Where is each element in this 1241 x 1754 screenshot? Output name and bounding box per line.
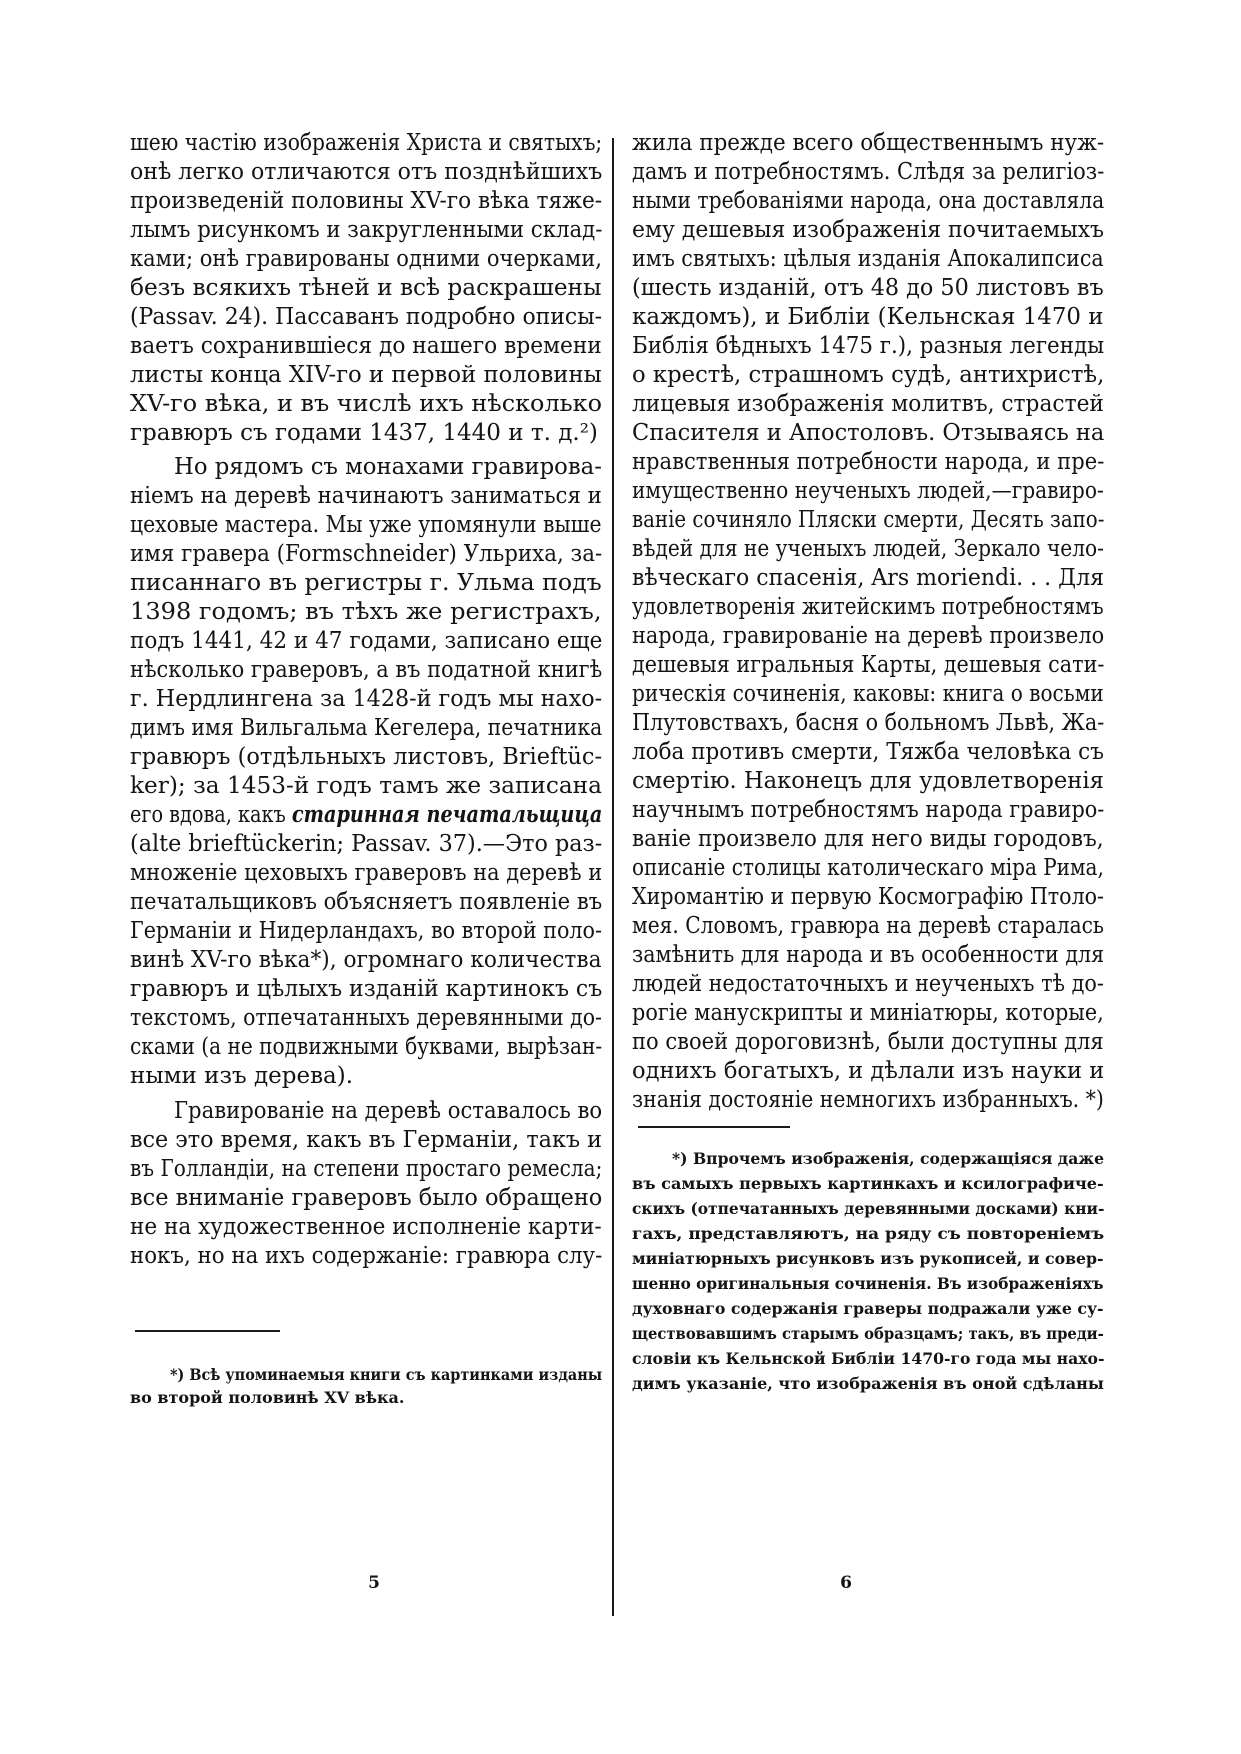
footnote-line bbox=[672, 1148, 1104, 1170]
text-line-content: людей недостаточныхъ и неученыхъ тѣ до- bbox=[632, 971, 1104, 997]
text-line-content: рогіе манускрипты и миніатюры, которые, bbox=[632, 1000, 1104, 1026]
text-line-content: ваніе произвело для него виды городовъ, bbox=[632, 826, 1104, 852]
text-line-content: гравюръ (отдѣльныхъ листовъ, Brieftüc- bbox=[130, 744, 603, 770]
text-line-content: замѣнить для народа и въ особенности для bbox=[632, 942, 1105, 968]
text-line-content: (шесть изданій, отъ 48 до 50 листовъ въ bbox=[632, 275, 1104, 301]
text-line-content: Плутовствахъ, басня о больномъ Львѣ, Жа- bbox=[632, 710, 1105, 736]
footnote-line bbox=[632, 1373, 1104, 1395]
text-line-content: печатальщиковъ объясняетъ появленіе въ bbox=[130, 889, 603, 915]
text-line-content: дамъ и потребностямъ. Слѣдя за религіоз- bbox=[632, 159, 1105, 185]
text-line-content: шею частію изображенія Христа и святыхъ; bbox=[130, 130, 603, 156]
text-line-content: гравюръ съ годами 1437, 1440 и т. д.²) bbox=[130, 420, 598, 446]
text-line bbox=[130, 684, 602, 714]
text-line bbox=[632, 244, 1104, 274]
text-line-content: описаніе столицы католическаго міра Рима, bbox=[632, 855, 1104, 881]
text-line-content: имя гравера (Formschneider) Ульриха, за- bbox=[130, 541, 603, 567]
text-line bbox=[632, 186, 1104, 216]
text-line-content: г. Нердлингена за 1428-й годъ мы нахо- bbox=[130, 686, 603, 712]
text-line bbox=[632, 534, 1104, 564]
text-line-content: ками; онѣ гравированы одними очерками, bbox=[130, 246, 602, 272]
footnote-text: ществовавшимъ старымъ образцамъ; такъ, въ преди- bbox=[632, 1324, 1104, 1343]
text-line bbox=[632, 418, 1104, 448]
text-line-content: ваетъ сохранившіеся до нашего времени bbox=[130, 333, 602, 359]
text-line-content: лоба противъ смерти, Тяжба человѣка съ bbox=[632, 739, 1104, 765]
text-line-content: вѣдей для не ученыхъ людей, Зеркало чело- bbox=[632, 536, 1104, 562]
text-line bbox=[130, 597, 602, 627]
footnote-text: скихъ (отпечатанныхъ деревянными досками) кни- bbox=[632, 1199, 1105, 1218]
text-line bbox=[632, 157, 1104, 187]
text-line-content: знанія достояніе немногихъ избранныхъ. *) bbox=[632, 1087, 1104, 1113]
text-line-content: имъ святыхъ: цѣлыя изданія Апокалипсиса bbox=[632, 246, 1104, 272]
footnote-text: словіи къ Кельнской Библіи 1470-го года мы нахо- bbox=[632, 1349, 1105, 1368]
text-line-content: ніемъ на деревѣ начинаютъ заниматься и bbox=[130, 483, 602, 509]
text-line-content: лицевыя изображенія молитвъ, страстей bbox=[632, 391, 1104, 417]
text-line bbox=[130, 1154, 602, 1184]
text-line bbox=[632, 505, 1104, 535]
text-line bbox=[130, 510, 602, 540]
text-line bbox=[130, 858, 602, 888]
text-line bbox=[130, 742, 602, 772]
text-line-content: Но рядомъ съ монахами гравирова- bbox=[174, 454, 602, 480]
text-line bbox=[130, 1241, 602, 1271]
text-line bbox=[632, 389, 1104, 419]
text-line bbox=[130, 974, 602, 1004]
text-line-content: Германіи и Нидерландахъ, во второй поло- bbox=[130, 918, 602, 944]
text-line bbox=[632, 940, 1104, 970]
text-line-content: произведеній половины XV-го вѣка тяже- bbox=[130, 188, 603, 214]
footnote-text: духовнаго содержанія граверы подражали уже су- bbox=[632, 1299, 1104, 1318]
text-line bbox=[632, 1085, 1104, 1115]
page-number: 5 bbox=[368, 1573, 380, 1593]
text-line-content: рическія сочиненія, каковы: книга о восьми bbox=[632, 681, 1104, 707]
italic-phrase: старинная печатальщица bbox=[291, 801, 603, 828]
footnote-text: миніатюрныхъ рисунковъ изъ рукописей, и совер- bbox=[632, 1249, 1104, 1268]
text-line-content: народа, гравированіе на деревѣ произвело bbox=[632, 623, 1105, 649]
text-line-content: Спасителя и Апостоловъ. Отзываясь на bbox=[632, 420, 1105, 446]
text-line-content: мея. Словомъ, гравюра на деревѣ старалась bbox=[632, 913, 1104, 939]
text-line-content: текстомъ, отпечатанныхъ деревянными до- bbox=[130, 1005, 602, 1031]
text-line bbox=[632, 679, 1104, 709]
text-line bbox=[632, 273, 1104, 303]
text-line bbox=[130, 302, 602, 332]
text-line bbox=[130, 186, 602, 216]
text-line-content: XV-го вѣка, и въ числѣ ихъ нѣсколько bbox=[130, 391, 603, 417]
text-line bbox=[632, 998, 1104, 1028]
text-line bbox=[130, 1125, 602, 1155]
text-line bbox=[130, 916, 602, 946]
text-line bbox=[632, 621, 1104, 651]
text-line bbox=[130, 1183, 602, 1213]
text-line-content: писаннаго въ регистры г. Ульма подъ bbox=[130, 570, 602, 596]
footnote-line bbox=[632, 1173, 1104, 1195]
text-line bbox=[130, 713, 602, 743]
text-line bbox=[130, 1003, 602, 1033]
footnote-text: шенно оригинальныя сочиненія. Въ изображеніяхъ bbox=[632, 1274, 1104, 1293]
text-line-content: каждомъ), и Библіи (Кельнская 1470 и bbox=[632, 304, 1104, 330]
column-divider bbox=[612, 138, 614, 1616]
text-line bbox=[130, 128, 602, 158]
text-line bbox=[632, 331, 1104, 361]
footnote-line bbox=[632, 1223, 1104, 1245]
text-line bbox=[632, 824, 1104, 854]
text-line bbox=[130, 829, 602, 859]
text-line bbox=[130, 215, 602, 245]
text-line bbox=[130, 539, 602, 569]
footnote-line bbox=[632, 1273, 1104, 1295]
text-line bbox=[130, 157, 602, 187]
text-line-content: однихъ богатыхъ, и дѣлали изъ науки и bbox=[632, 1058, 1105, 1084]
text-line-content: по своей дороговизнѣ, были доступны для bbox=[632, 1029, 1104, 1055]
text-line bbox=[130, 244, 602, 274]
footnote-line bbox=[632, 1248, 1104, 1270]
text-line-content: нокъ, но на ихъ содержаніе: гравюра слу- bbox=[130, 1243, 603, 1269]
footnote-separator bbox=[638, 1126, 790, 1128]
text-line-content: смертію. Наконецъ для удовлетворенія bbox=[632, 768, 1104, 794]
text-line bbox=[632, 853, 1104, 883]
text-line-content: нравственныя потребности народа, и пре- bbox=[632, 449, 1105, 475]
text-line bbox=[130, 1061, 602, 1091]
text-line bbox=[130, 800, 602, 830]
text-line-content: въ Голландіи, на степени простаго ремесла; bbox=[130, 1156, 603, 1182]
text-line bbox=[632, 650, 1104, 680]
text-line-content: удовлетворенія житейскимъ потребностямъ bbox=[632, 594, 1104, 620]
text-line-content: все это время, какъ въ Германіи, такъ и bbox=[130, 1127, 603, 1153]
text-line bbox=[632, 969, 1104, 999]
text-line bbox=[130, 360, 602, 390]
text-line bbox=[130, 481, 602, 511]
text-line bbox=[632, 1027, 1104, 1057]
footnote-line bbox=[130, 1387, 602, 1409]
text-line-content: Библія бѣдныхъ 1475 г.), разныя легенды bbox=[632, 333, 1105, 359]
text-line-content: димъ имя Вильгальма Кегелера, печатника bbox=[130, 715, 603, 741]
text-line bbox=[632, 795, 1104, 825]
text-line bbox=[632, 1056, 1104, 1086]
text-line-content: ными изъ дерева). bbox=[130, 1063, 354, 1089]
text-line-content: не на художественное исполненіе карти- bbox=[130, 1214, 602, 1240]
text-line-content: его вдова, какъ старинная печатальщица bbox=[130, 801, 603, 828]
text-line-content: ными требованіями народа, она доставляла bbox=[632, 188, 1105, 214]
text-line bbox=[632, 911, 1104, 941]
text-line bbox=[130, 1032, 602, 1062]
text-line bbox=[632, 708, 1104, 738]
text-line bbox=[174, 452, 602, 482]
text-line-content: Хиромантію и первую Космографію Птоло- bbox=[632, 884, 1105, 910]
footnote-text: во второй половинѣ XV вѣка. bbox=[130, 1388, 405, 1407]
text-line-content: множеніе цеховыхъ граверовъ на деревѣ и bbox=[130, 860, 603, 886]
text-line bbox=[130, 273, 602, 303]
footnote-line bbox=[170, 1364, 602, 1386]
text-line bbox=[632, 563, 1104, 593]
text-line-content: ker); за 1453-й годъ тамъ же записана bbox=[130, 773, 602, 799]
text-line bbox=[130, 331, 602, 361]
footnote-line bbox=[632, 1298, 1104, 1320]
text-line-content: нѣсколько граверовъ, а въ податной книгѣ bbox=[130, 657, 603, 683]
text-line-content: имущественно неученыхъ людей,—гравиро- bbox=[632, 478, 1104, 504]
text-line bbox=[174, 1096, 602, 1126]
text-line-content: цеховые мастера. Мы уже упомянули выше bbox=[130, 512, 602, 538]
text-line bbox=[130, 418, 602, 448]
text-line bbox=[632, 302, 1104, 332]
text-line bbox=[130, 568, 602, 598]
text-line-content: научнымъ потребностямъ народа гравиро- bbox=[632, 797, 1105, 823]
footnote-text: *) Всѣ упоминаемыя книги съ картинками изданы bbox=[170, 1365, 603, 1384]
text-line bbox=[632, 766, 1104, 796]
text-line bbox=[632, 592, 1104, 622]
text-line-content: дешевыя игральныя Карты, дешевыя сати- bbox=[632, 652, 1105, 678]
text-line bbox=[130, 389, 602, 419]
text-line-content: онѣ легко отличаются отъ позднѣйшихъ bbox=[130, 159, 603, 185]
text-line bbox=[632, 215, 1104, 245]
text-line-content: подъ 1441, 42 и 47 годами, записано еще bbox=[130, 628, 603, 654]
footnote-text: димъ указаніе, что изображенія въ оной сдѣланы bbox=[632, 1374, 1104, 1393]
text-line bbox=[632, 476, 1104, 506]
text-line-content: лымъ рисункомъ и закругленными склад- bbox=[130, 217, 603, 243]
page-number: 6 bbox=[840, 1573, 852, 1593]
text-line-content: (Passav. 24). Пассаванъ подробно описы- bbox=[130, 304, 603, 330]
text-line-content: ему дешевыя изображенія почитаемыхъ bbox=[632, 217, 1105, 243]
footnote-line bbox=[632, 1348, 1104, 1370]
text-line-content: вѣческаго спасенія, Ars moriendi. . . Для bbox=[632, 565, 1104, 591]
text-line bbox=[632, 737, 1104, 767]
text-line bbox=[130, 945, 602, 975]
text-line-content: Гравированіе на деревѣ оставалось во bbox=[174, 1098, 603, 1124]
text-line bbox=[632, 882, 1104, 912]
text-line-content: ваніе сочиняло Пляски смерти, Десять запо- bbox=[632, 507, 1105, 533]
text-line bbox=[632, 128, 1104, 158]
text-line-content: безъ всякихъ тѣней и всѣ раскрашены bbox=[130, 275, 602, 301]
text-line-content: листы конца XIV-го и первой половины bbox=[130, 362, 602, 388]
text-line-content: жила прежде всего общественнымъ нуж- bbox=[632, 130, 1105, 156]
footnote-text: въ самыхъ первыхъ картинкахъ и ксилографиче- bbox=[632, 1174, 1104, 1193]
text-line bbox=[632, 447, 1104, 477]
text-line-content: 1398 годомъ; въ тѣхъ же регистрахъ, bbox=[130, 599, 602, 625]
footnote-separator bbox=[135, 1330, 280, 1332]
text-line bbox=[130, 771, 602, 801]
text-line-content: сками (а не подвижными буквами, вырѣзан- bbox=[130, 1034, 603, 1060]
text-line-content: (alte brieftückerin; Passav. 37).—Это раз- bbox=[130, 831, 603, 857]
text-line bbox=[130, 1212, 602, 1242]
text-line-content: гравюръ и цѣлыхъ изданій картинокъ съ bbox=[130, 976, 603, 1002]
text-line-content: все вниманіе граверовъ было обращено bbox=[130, 1185, 603, 1211]
text-line bbox=[632, 360, 1104, 390]
footnote-text: *) Впрочемъ изображенія, содержащіяся даже bbox=[672, 1149, 1104, 1168]
footnote-line bbox=[632, 1323, 1104, 1345]
text-line bbox=[130, 887, 602, 917]
footnote-line bbox=[632, 1198, 1104, 1220]
text-line-content: винѣ XV-го вѣка*), огромнаго количества bbox=[130, 947, 602, 973]
text-line bbox=[130, 655, 602, 685]
text-line bbox=[130, 626, 602, 656]
text-line-content: о крестѣ, страшномъ судѣ, антихристѣ, bbox=[632, 362, 1105, 388]
footnote-text: гахъ, представляютъ, на ряду съ повтореніемъ bbox=[632, 1224, 1105, 1243]
